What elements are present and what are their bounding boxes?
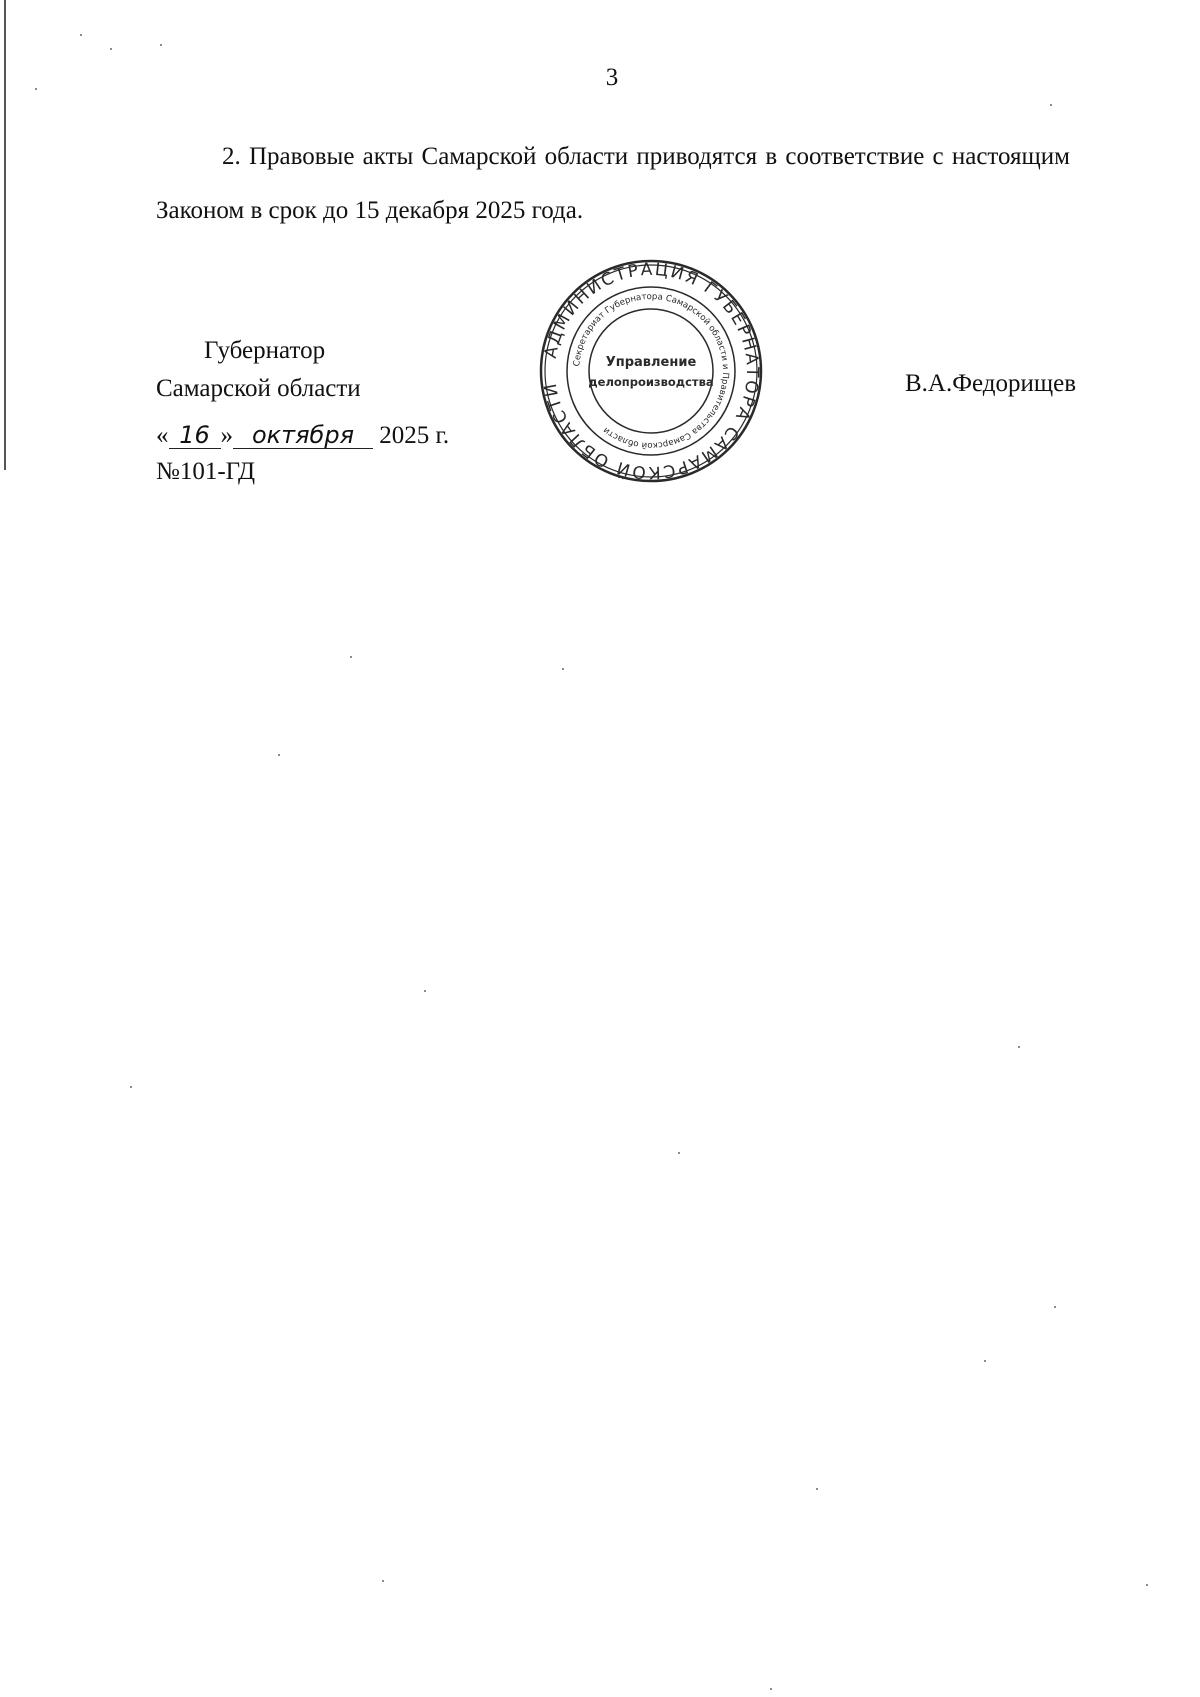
- seal-middle-ring: [567, 287, 735, 455]
- seal-center-line2: делопроизводства: [588, 375, 714, 389]
- scan-speck: [130, 1086, 132, 1088]
- scan-speck: [1054, 1306, 1056, 1308]
- paragraph-text: 2. Правовые акты Самарской области приводятся в соответствие с настоящим Законом в срок до 15 декабря 2025 года.: [156, 143, 1070, 224]
- scan-speck: [110, 48, 112, 50]
- scan-speck: [278, 754, 280, 756]
- scan-speck: [770, 1688, 772, 1690]
- signer-name: В.А.Федорищев: [905, 370, 1076, 397]
- date-open-quote: «: [156, 422, 169, 449]
- law-number: [156, 458, 255, 486]
- scan-speck: [350, 656, 352, 658]
- body-paragraph: [156, 130, 1070, 238]
- scan-speck: [382, 1580, 384, 1582]
- scan-speck: [80, 34, 82, 36]
- page-number: 3: [605, 64, 619, 91]
- seal-outer-text: АДМИНИСТРАЦИЯ ГУБЕРНАТОРА САМАРСКОЙ ОБЛАСТИ: [540, 259, 763, 483]
- signer-title-line2: Самарской области: [156, 375, 361, 402]
- scan-speck: [160, 44, 162, 46]
- number-label: №: [156, 458, 180, 485]
- date-year: 2025 г.: [379, 422, 450, 449]
- seal-inner-ring-text: Секретариат Губернатора Самарской области и Правительства Самарской области: [572, 291, 731, 451]
- number-handwritten: 101-ГД: [179, 458, 255, 485]
- scan-speck: [562, 668, 564, 670]
- scan-speck: [984, 1360, 986, 1362]
- signing-date: [156, 422, 449, 450]
- scan-speck: [816, 1488, 818, 1490]
- scan-left-edge: [4, 0, 6, 470]
- scan-speck: [1146, 1584, 1148, 1586]
- scan-speck: [424, 990, 426, 992]
- date-day-handwritten: 16: [169, 422, 221, 449]
- date-close-quote: »: [220, 422, 233, 449]
- scan-speck: [35, 88, 37, 90]
- date-month-handwritten: октября: [233, 422, 373, 449]
- scan-speck: [678, 1152, 680, 1154]
- scan-speck: [1050, 104, 1052, 106]
- official-seal: [538, 258, 764, 484]
- scan-speck: [1018, 1046, 1020, 1048]
- seal-center-line1: Управление: [605, 355, 697, 370]
- signer-title: [156, 332, 361, 408]
- signer-title-line1: Губернатор: [204, 337, 326, 364]
- seal-inner-ring: [589, 309, 713, 433]
